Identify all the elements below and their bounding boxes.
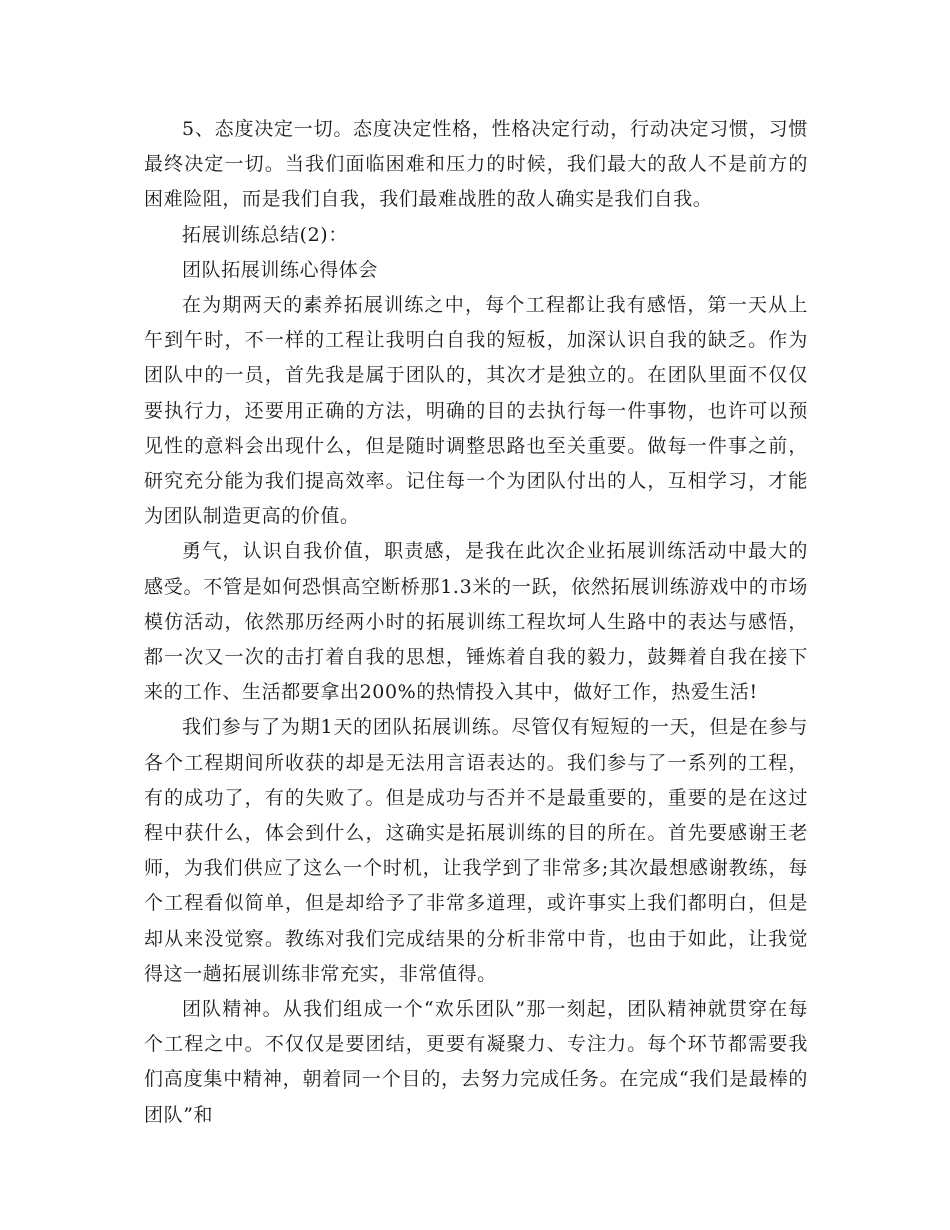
paragraph-courage: 勇气，认识自我价值，职责感，是我在此次企业拓展训练活动中最大的感受。不管是如何恐惧高空断桥那1.3米的一跃，依然拓展训练游戏中的市场模仿活动，依然那历经两小时的拓展训练工程坎坷人生路中的表达与感悟，都一次又一次的击打着自我的思想，锤炼着自我的毅力，鼓舞着自我在接下来的工作、生活都要拿出200%的热情投入其中，做好工作，热爱生活! [144,540,808,704]
paragraph-two-day-training: 在为期两天的素养拓展训练之中，每个工程都让我有感悟，第一天从上午到午时，不一样的工程让我明白自我的短板，加深认识自我的缺乏。作为团队中的一员，首先我是属于团队的，其次才是独立的。在团队里面不仅仅要执行力，还要用正确的方法，明确的目的去执行每一件事物，也许可以预见性的意料会出现什么，但是随时调整思路也至关重要。做每一件事之前，研究充分能为我们提高效率。记住每一个为团队付出的人，互相学习，才能为团队制造更高的价值。 [144,294,808,528]
paragraph-team-spirit: 团队精神。从我们组成一个“欢乐团队”那一刻起，团队精神就贯穿在每个工程之中。不仅仅是要团结，更要有凝聚力、专注力。每个环节都需要我们高度集中精神，朝着同一个目的，去努力完成任务。在完成“我们是最棒的团队”和 [144,998,808,1126]
document-body [144,112,808,1133]
section-subtitle: 团队拓展训练心得体会 [182,258,379,281]
section-heading: 拓展训练总结(2)： [182,223,348,246]
paragraph-one-day-training: 我们参与了为期1天的团队拓展训练。尽管仅有短短的一天，但是在参与各个工程期间所收获的却是无法用言语表达的。我们参与了一系列的工程，有的成功了，有的失败了。但是成功与否并不是最重要的，重要的是在这过程中获什么，体会到什么，这确实是拓展训练的目的所在。首先要感谢王老师，为我们供应了这么一个时机，让我学到了非常多;其次最想感谢教练，每个工程看似简单，但是却给予了非常多道理，或许事实上我们都明白，但是却从来没觉察。教练对我们完成结果的分析非常中肯，也由于如此，让我觉得这一趟拓展训练非常充实，非常值得。 [144,716,808,985]
paragraph-attitude: 5、态度决定一切。态度决定性格，性格决定行动，行动决定习惯，习惯最终决定一切。当我们面临困难和压力的时候，我们最大的敌人不是前方的困难险阻，而是我们自我，我们最难战胜的敌人确实是我们自我。 [144,118,808,211]
